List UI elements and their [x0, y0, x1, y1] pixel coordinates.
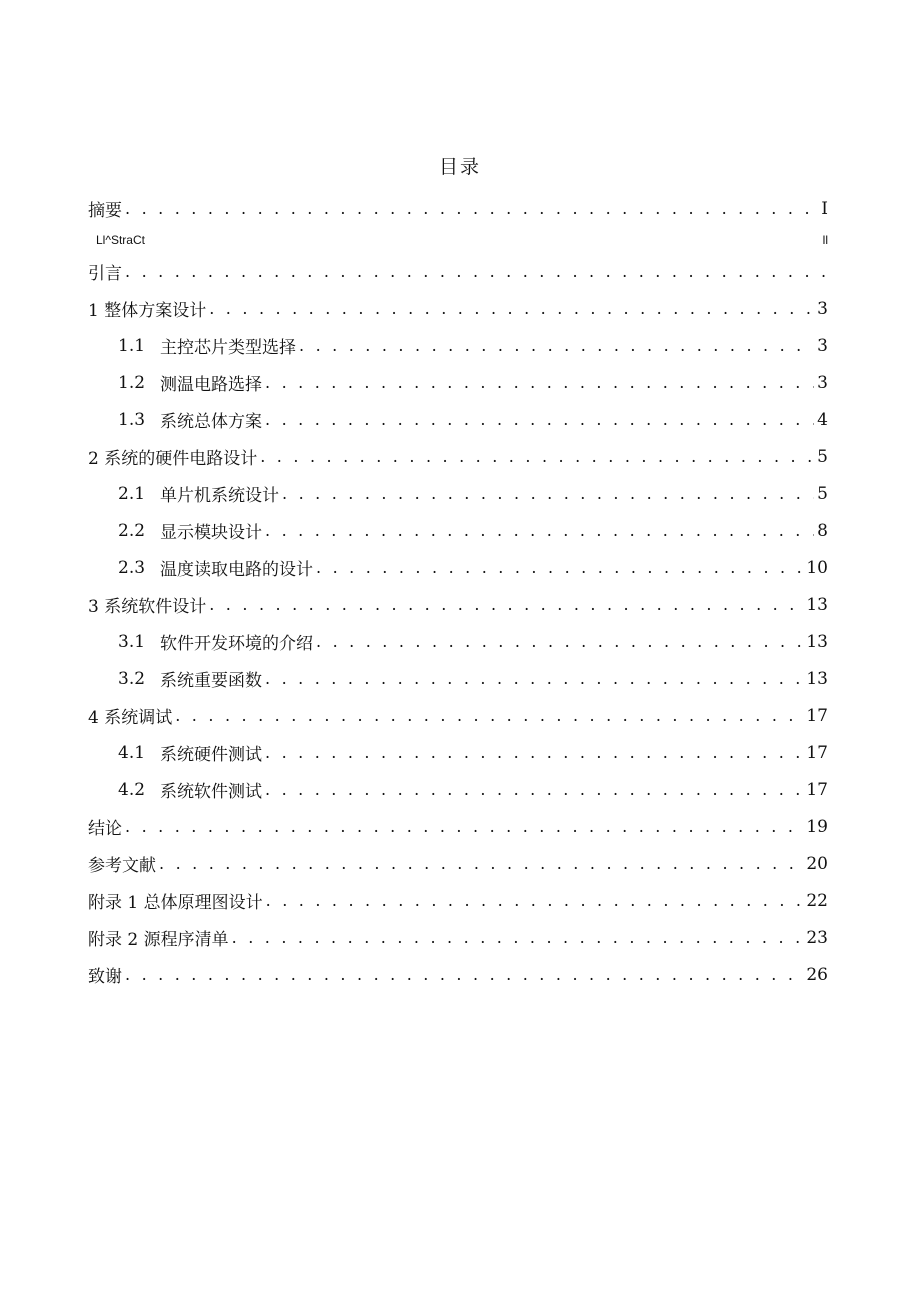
toc-entry-label: 引言 [88, 264, 122, 284]
toc-entry-label: 系统硬件测试 [160, 745, 262, 765]
toc-entry[interactable] [88, 956, 828, 993]
dot-leader [316, 560, 803, 576]
toc-entry[interactable] [88, 697, 828, 734]
toc-entry[interactable] [88, 401, 828, 438]
toc-entry-label: 测温电路选择 [160, 375, 262, 395]
toc-entry-label: Ll^StraCt [96, 233, 145, 247]
toc-entry[interactable] [88, 660, 828, 697]
dot-leader [265, 745, 803, 761]
toc-entry-page: 3 [817, 372, 828, 393]
toc-entry-page: 8 [817, 520, 828, 541]
toc-entry-number: 1.1 [118, 335, 146, 356]
toc-entry-page: 23 [806, 927, 828, 948]
toc-entry-page: 17 [806, 705, 828, 726]
toc-entry-page: 5 [817, 446, 828, 467]
toc-entry-label: 附录 2 源程序清单 [88, 930, 229, 950]
toc-entry-page: ll [822, 233, 828, 247]
dot-leader [260, 449, 814, 465]
toc-entry-number: 2.3 [118, 557, 146, 578]
toc-entry-number: 1.2 [118, 372, 146, 393]
dot-leader [299, 338, 814, 354]
toc-entry-page: 20 [806, 853, 828, 874]
toc-entry-page: 5 [817, 483, 828, 504]
dot-leader [265, 412, 814, 428]
toc-entry[interactable] [88, 623, 828, 660]
toc-entry-label: 单片机系统设计 [160, 486, 279, 506]
toc-entry[interactable] [88, 845, 828, 882]
toc-entry[interactable] [88, 586, 828, 623]
toc-entry[interactable] [88, 290, 828, 327]
toc-entry[interactable] [88, 253, 828, 290]
toc-entry-number: 4.2 [118, 779, 146, 800]
toc-entry-label: 3 系统软件设计 [88, 597, 207, 617]
toc-entry-page: 26 [806, 964, 828, 985]
toc-entry-label: 系统重要函数 [160, 671, 262, 691]
dot-leader [265, 671, 803, 687]
toc-entry-number: 3.1 [118, 631, 146, 652]
toc-entry-page: 13 [806, 631, 828, 652]
toc-entry-number: 2.1 [118, 483, 146, 504]
toc-entry[interactable] [88, 364, 828, 401]
table-of-contents [88, 190, 828, 993]
dot-leader [125, 264, 825, 280]
toc-entry-page: 17 [806, 779, 828, 800]
toc-entry[interactable] [88, 734, 828, 771]
toc-entry[interactable] [88, 882, 828, 919]
toc-entry[interactable] [88, 808, 828, 845]
toc-entry-page: 3 [817, 335, 828, 356]
toc-entry-label: 温度读取电路的设计 [160, 560, 313, 580]
toc-entry-number: 1.3 [118, 409, 146, 430]
toc-entry-label: 致谢 [88, 967, 122, 987]
toc-entry[interactable] [88, 771, 828, 808]
toc-entry[interactable] [88, 438, 828, 475]
toc-entry[interactable] [88, 919, 828, 956]
toc-entry-page: 10 [806, 557, 828, 578]
dot-leader [125, 819, 803, 835]
dot-leader [209, 597, 803, 613]
dot-leader [265, 782, 803, 798]
dot-leader [209, 301, 814, 317]
toc-entry[interactable] [88, 512, 828, 549]
dot-leader [265, 523, 814, 539]
toc-entry-label: 附录 1 总体原理图设计 [88, 893, 263, 913]
toc-entry-page: 3 [817, 298, 828, 319]
toc-entry-page: 13 [806, 594, 828, 615]
toc-entry-label: 2 系统的硬件电路设计 [88, 449, 258, 469]
toc-entry-number: 4.1 [118, 742, 146, 763]
toc-entry-label: 1 整体方案设计 [88, 301, 207, 321]
toc-entry[interactable] [88, 475, 828, 512]
dot-leader [232, 930, 804, 946]
toc-entry-label: 显示模块设计 [160, 523, 262, 543]
toc-entry-page: 17 [806, 742, 828, 763]
toc-entry-label: 4 系统调试 [88, 708, 173, 728]
dot-leader [266, 893, 804, 909]
toc-entry-page: 13 [806, 668, 828, 689]
dot-leader [125, 201, 818, 217]
toc-entry-number: 3.2 [118, 668, 146, 689]
toc-entry-label: 系统软件测试 [160, 782, 262, 802]
dot-leader [159, 856, 803, 872]
dot-leader [125, 967, 803, 983]
toc-entry[interactable] [88, 227, 828, 253]
toc-entry-number: 2.2 [118, 520, 146, 541]
toc-entry-label: 主控芯片类型选择 [160, 338, 296, 358]
toc-entry-label: 参考文献 [88, 856, 156, 876]
toc-entry-label: 结论 [88, 819, 122, 839]
toc-entry[interactable] [88, 190, 828, 227]
toc-entry-page: I [821, 198, 828, 219]
dot-leader [316, 634, 803, 650]
dot-leader [175, 708, 803, 724]
toc-entry[interactable] [88, 549, 828, 586]
toc-entry-page: 19 [806, 816, 828, 837]
toc-entry-label: 软件开发环境的介绍 [160, 634, 313, 654]
dot-leader [265, 375, 814, 391]
page-title: 目录 [438, 156, 481, 178]
toc-entry-label: 摘要 [88, 201, 122, 221]
toc-entry-page: 22 [806, 890, 828, 911]
dot-leader [282, 486, 814, 502]
toc-entry-label: 系统总体方案 [160, 412, 262, 432]
toc-entry[interactable] [88, 327, 828, 364]
toc-entry-page: 4 [817, 409, 828, 430]
